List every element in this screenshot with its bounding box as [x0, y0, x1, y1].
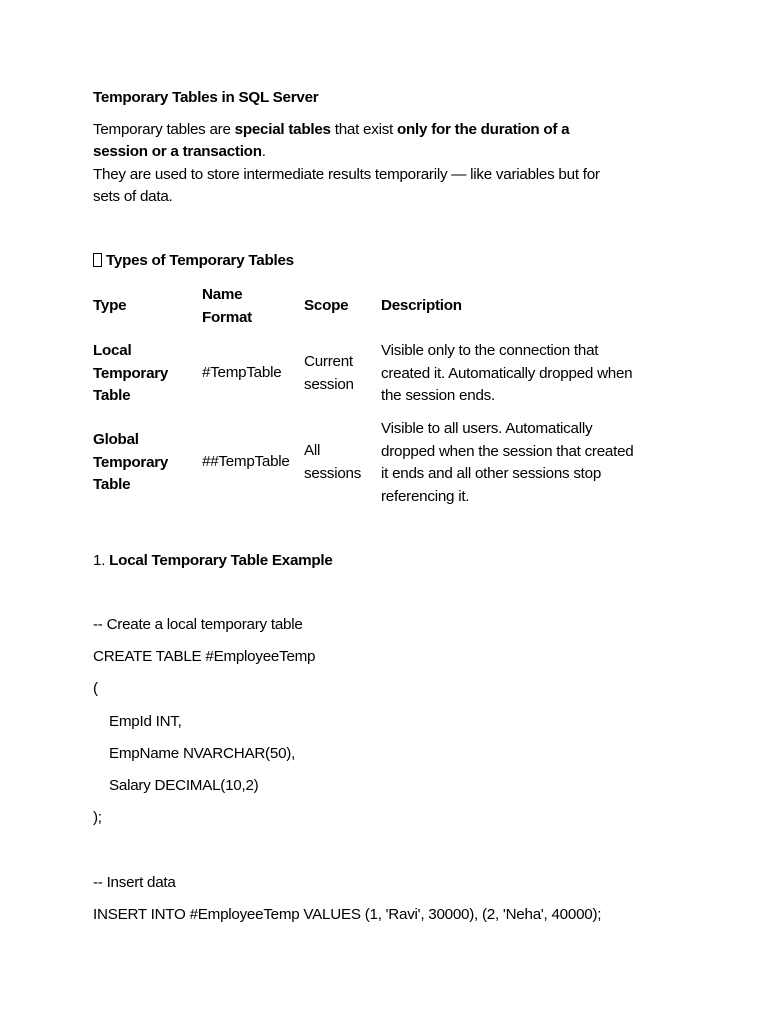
intro-bold-session: session or a transaction: [93, 143, 262, 160]
types-heading: [93, 250, 294, 273]
row-global-name-format: ##TempTable: [202, 453, 290, 470]
code-insert-statement: INSERT INTO #EmployeeTemp VALUES (1, 'Ravi', 30000), (2, 'Neha', 40000);: [93, 906, 602, 923]
code-comment-insert: -- Insert data: [93, 874, 176, 891]
intro-bold-duration: only for the duration of a: [397, 121, 570, 138]
code-column-empid: EmpId INT,: [109, 713, 182, 730]
code-column-salary: Salary DECIMAL(10,2): [109, 777, 259, 794]
row-local-name-format: #TempTable: [202, 364, 282, 381]
intro-paragraph-2-line-2: sets of data.: [93, 188, 173, 205]
header-scope: Scope: [304, 297, 349, 314]
row-local-description: Visible only to the connection that created it. Automatically dropped when the session ends.: [381, 342, 633, 404]
intro-paragraph-line-1: [93, 119, 569, 142]
code-open-paren: (: [93, 680, 98, 697]
intro-paragraph-2-line-1: They are used to store intermediate results temporarily — like variables but for: [93, 166, 600, 183]
header-name-format: Name Format: [202, 286, 252, 326]
code-comment-create: -- Create a local temporary table: [93, 616, 303, 633]
example-number: 1.: [93, 552, 110, 569]
types-heading-text: Types of Temporary Tables: [106, 252, 294, 269]
missing-glyph-icon: [93, 253, 102, 267]
document-title: Temporary Tables in SQL Server: [93, 89, 319, 106]
code-close-paren: );: [93, 809, 102, 826]
example-heading: [93, 550, 333, 573]
row-local-scope: Current session: [304, 353, 354, 393]
row-global-scope: All sessions: [304, 442, 362, 482]
intro-text: Temporary tables are: [93, 121, 235, 138]
row-global-description: Visible to all users. Automatically dropped when the session that created it ends and all other sessions stop referencing it.: [381, 420, 634, 505]
header-type: Type: [93, 297, 127, 314]
intro-text: .: [261, 143, 266, 160]
intro-paragraph-line-2: [93, 141, 266, 164]
intro-bold-special-tables: special tables: [234, 121, 331, 138]
code-column-empname: EmpName NVARCHAR(50),: [109, 745, 296, 762]
row-local-type: Local Temporary Table: [93, 342, 169, 404]
intro-text: that exist: [330, 121, 397, 138]
header-description: Description: [381, 297, 462, 314]
example-heading-text: Local Temporary Table Example: [109, 552, 333, 569]
code-create-table: CREATE TABLE #EmployeeTemp: [93, 648, 316, 665]
row-global-type: Global Temporary Table: [93, 431, 169, 493]
